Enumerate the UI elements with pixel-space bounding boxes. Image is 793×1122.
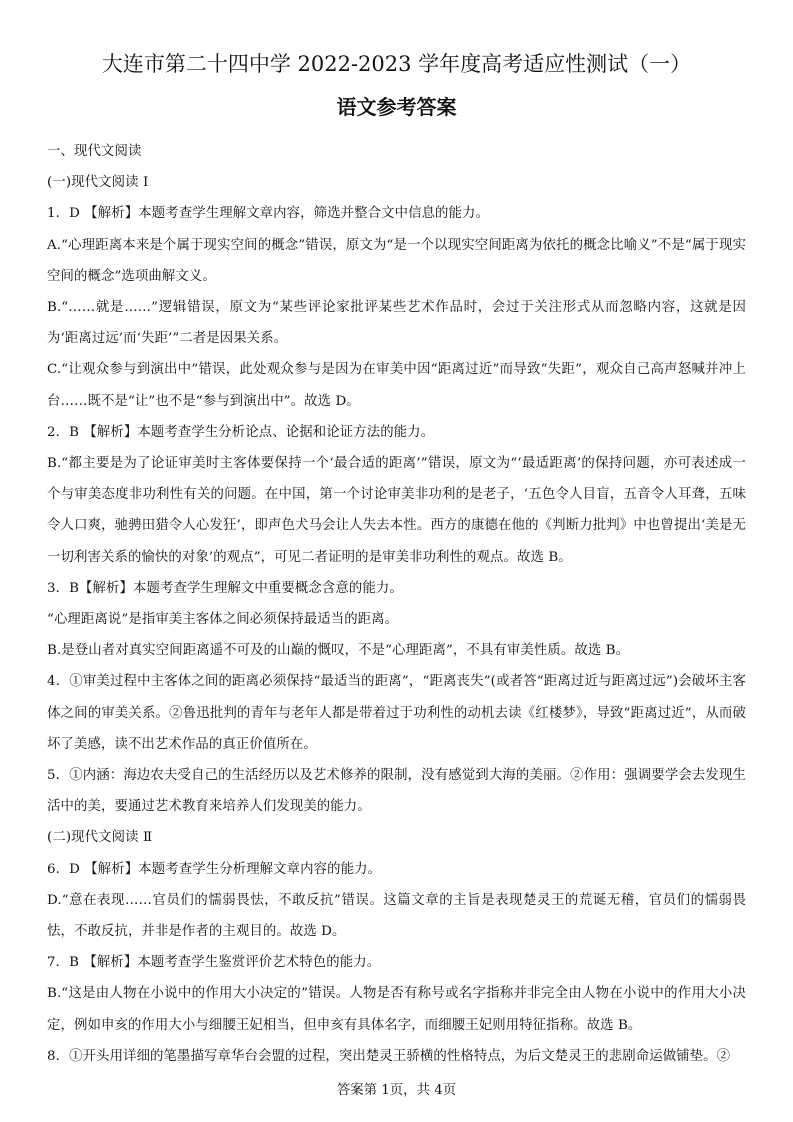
answer-paragraph: B.“这是由人物在小说中的作用大小决定的”错误。人物是否有称号或名字指称并非完全由人物在小说中的作用大小决定，例如申亥的作用大小与细腰王妃相当，但申亥有具体名字，而细腰王妃则用特征指称。故选 B。 [47,986,746,1033]
answer-paragraph: C.“让观众参与到演出中”错误，此处观众参与是因为在审美中因“距离过近”而导致“失距”，观众自己高声怒喊并冲上台……既不是“让”也不是“参与到演出中”。故选 D。 [47,362,746,409]
answer-paragraph: B.“……就是……”逻辑错误，原文为“某些评论家批评某些艺术作品时，会过于关注形式从而忽略内容，这就是因为‘距离过远’而‘失距’”二者是因果关系。 [47,300,746,347]
page-footer: 答案第 1页，共 4页 [336,1083,457,1098]
section-heading: 一、现代文阅读 [47,144,142,159]
document-subtitle: 语文参考答案 [336,95,457,119]
answer-paragraph: 6．D 【解析】本题考查学生分析理解文章内容的能力。 [47,861,382,877]
answer-paragraph: 1．D 【解析】本题考查学生理解文章内容，筛选并整合文中信息的能力。 [47,206,490,222]
answer-paragraph: 2．B 【解析】本题考查学生分析论点、论据和论证方法的能力。 [47,424,435,440]
answer-paragraph: “心理距离说”是指审美主客体之间必须保持最适当的距离。 [47,612,399,628]
answer-body [47,136,746,1072]
answer-paragraph: A.“心理距离本来是个属于现实空间的概念”错误，原文为“是一个以现实空间距离为依托的概念比喻义”不是“属于现实空间的概念”选项曲解文义。 [47,237,746,284]
answer-paragraph: 5．①内涵：海边农夫受自己的生活经历以及艺术修养的限制，没有感觉到大海的美丽。②作用：强调要学会去发现生活中的美，要通过艺术教育来培养人们发现美的能力。 [47,768,746,815]
answer-paragraph: 8．①开头用详细的笔墨描写章华台会盟的过程，突出楚灵王骄横的性格特点，为后文楚灵王的悲剧命运做铺垫。② [47,1048,731,1064]
answer-paragraph: B.“都主要是为了论证审美时主客体要保持一个‘最合适的距离’”错误，原文为“‘最适距离’的保持问题，亦可表述成一个与审美态度非功利性有关的问题。在中国，第一个讨论审美非功利的是老子，‘五色令人目盲，五音令人耳聋，五味令人口爽，驰骋田猎令人心发狂’，即声色犬马会让人失去本性。西方的康德在他的《判断力批判》中也曾提出‘美是无一切利害关系的愉快的对象’的观点”，可见二者证明的是审美非功利性的观点。故选 B。 [47,456,746,565]
subsection-heading: (一)现代文阅读 I [47,175,149,191]
document-title: 大连市第二十四中学 2022-2023 学年度高考适应性测试（一） [101,52,692,76]
answer-paragraph: 7．B 【解析】本题考查学生鉴赏评价艺术特色的能力。 [47,955,381,971]
answer-paragraph: 4．①审美过程中主客体之间的距离必须保持“最适当的距离”，“距离丧失”(或者答“距离过近与距离过远”)会破坏主客体之间的审美关系。②鲁迅批判的青年与老年人都是带着过于功利性的动机去读《红楼梦》，导致“距离过近”，从而破坏了美感，读不出艺术作品的真正价值所在。 [47,674,746,752]
answer-paragraph: B.是登山者对真实空间距离遥不可及的山巅的慨叹，不是“心理距离”，不具有审美性质。故选 B。 [47,643,630,659]
answer-paragraph: 3．B【解析】本题考查学生理解文中重要概念含意的能力。 [47,580,403,596]
answer-paragraph: D.“意在表现……官员们的懦弱畏怯，不敢反抗”错误。这篇文章的主旨是表现楚灵王的荒诞无稽，官员们的懦弱畏怯，不敢反抗，并非是作者的主观目的。故选 D。 [47,892,746,940]
subsection-heading: (二)现代文阅读 Ⅱ [47,830,153,846]
